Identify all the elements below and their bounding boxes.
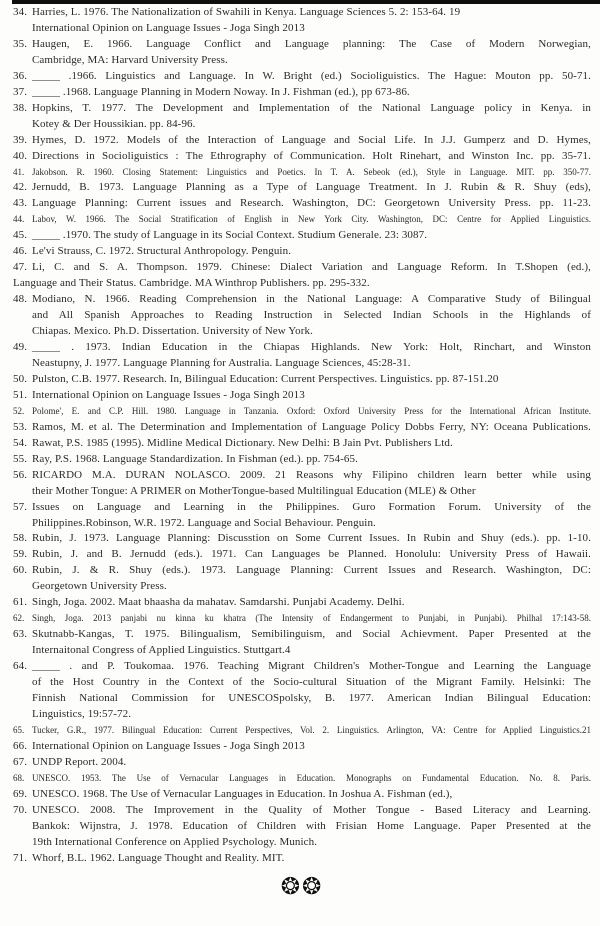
reference-text: Harries, L. 1976. The Nationalization of Swahili in Kenya. Language Sciences 5. 2: 153-64. 19 [32, 6, 461, 18]
reference-number: 68. [13, 772, 25, 783]
reference-number: 62. [13, 613, 25, 624]
reference-number: 71. [13, 851, 28, 864]
reference-number: 64. [13, 660, 28, 673]
reference-line [13, 739, 591, 755]
reference-text: Georgetown University Press. [32, 580, 167, 593]
reference-text: Tucker, G.R., 1977. Bilingual Education: Current Perspectives, Vol. 2. Linguistics. Arlington, VA: Centre for Applied Linguistics.21 [32, 724, 591, 735]
reference-text: Cambridge, MA: Harvard University Press. [32, 53, 228, 66]
reference-line [13, 37, 591, 53]
reference-text: UNESCO. 1968. The Use of Vernacular Languages in Education. In Joshua A. Fishman (ed.), [32, 787, 453, 800]
reference-line [13, 516, 591, 532]
reference-line [13, 228, 591, 244]
reference-number: 46. [13, 245, 28, 258]
reference-line [13, 547, 591, 563]
reference-text: Pulston, C.B. 1977. Research. In, Bilingual Education: Current Perspectives. Linguistics. pp. 87-151.20 [32, 372, 499, 385]
reference-line [13, 484, 591, 500]
reference-line [13, 276, 591, 292]
reference-line [13, 755, 591, 771]
reference-number: 45. [13, 229, 28, 242]
reference-text: _____ . and P. Toukomaa. 1976. Teaching Migrant Children's Mother-Tongue and Learning the Language [32, 660, 591, 673]
reference-line [13, 452, 591, 468]
reference-line [13, 356, 591, 372]
reference-line [13, 340, 591, 356]
reference-text: UNESCO. 1953. The Use of Vernacular Languages in Education. Monographs on Fundamental Education. No. 8. Paris. [32, 772, 591, 783]
reference-text: and All Spanish Approaches to Reading Instruction in Selected Indian Schools in the Highlands of [32, 309, 591, 322]
reference-text: RICARDO M.A. DURAN NOLASCO. 2009. 21 Reasons why Filipino children learn better while using [32, 468, 591, 481]
reference-text: Rubin, J. 1973. Language Planning: Discusstion on Some Current Issues. In Rubin and Shuy (eds.). pp. 1-10. [32, 532, 591, 545]
reference-line [13, 21, 591, 37]
reference-line [13, 133, 591, 149]
reference-text: Directions in Socioliguistics : The Ethrography of Communication. Holt Rinehart, and Winston Inc. pp. 35-71. [32, 149, 591, 162]
reference-text: Labov, W. 1966. The Social Stratification of English in New York City. Washington, DC: Centre for Applied Linguistics. [32, 214, 591, 225]
reference-text: Issues on Language and Learning in the Philippines. Guro Formation Forum. University of the [32, 500, 591, 513]
reference-number: 57. [13, 500, 28, 513]
reference-number: 55. [13, 452, 28, 465]
reference-line [13, 707, 591, 723]
reference-text: 19th International Conference on Applied Psychology. Munich. [32, 835, 318, 848]
reference-text: _____ .1968. Language Planning in Modern Noway. In J. Fishman (ed.), pp 673-86. [32, 85, 410, 98]
reference-text: Rawat, P.S. 1985 (1995). Midline Medical Dictionary. New Delhi: B Jain Pvt. Publishers Ltd. [32, 436, 453, 449]
reference-text: _____ .1966. Linguistics and Language. In W. Bright (ed.) Socioliguistics. The Hague: Mouton pp. 50-71. [32, 69, 591, 82]
reference-text: Language and Their Status. Cambridge. MA Winthrop Publishers. pp. 295-332. [13, 277, 370, 290]
reference-number: 47. [13, 261, 28, 274]
reference-number: 38. [13, 101, 28, 114]
reference-text: Language Planning: Current issues and Research. Washington, DC: Georgetown University Press. pp. 11-23. [32, 197, 591, 210]
reference-text: _____ .1970. The study of Language in its Social Context. Studium Generale. 23: 3087. [32, 229, 428, 242]
reference-text: Le'vi Strauss, C. 1972. Structural Anthropology. Penguin. [32, 245, 292, 258]
reference-text: Chiapas. Mexico. Ph.D. Dissertation. University of New York. [32, 325, 313, 338]
reference-text: Whorf, B.L. 1962. Language Thought and Reality. MIT. [32, 851, 285, 864]
reference-text: Ramos, M. et al. The Determination and Implementation of Language Policy Dobbs Ferry, NY: Oceana Publications. [32, 420, 591, 433]
reference-line [13, 563, 591, 579]
reference-line [13, 611, 591, 627]
reference-line [13, 803, 591, 819]
reference-text: Finnish National Commission for UNESCOSpolsky, B. 1977. American Indian Bilingual Education: [32, 691, 591, 704]
reference-line [13, 180, 591, 196]
reference-text: UNESCO. 2008. The Improvement in the Quality of Mother Tongue - Based Literacy and Learning. [32, 803, 591, 816]
reference-line [13, 69, 591, 85]
reference-line [13, 244, 591, 260]
reference-text: of the Host Country in the Context of the Socio-cultural Situation of the Migrant Family. Helsinki: The [32, 676, 591, 689]
reference-number: 43. [13, 197, 28, 210]
reference-text: UNDP Report. 2004. [32, 755, 127, 768]
references-list [13, 5, 591, 866]
reference-line [13, 835, 591, 851]
reference-line [13, 308, 591, 324]
reference-text: Linguistics, 19:57-72. [32, 707, 132, 720]
reference-text: Haugen, E. 1966. Language Conflict and Language planning: The Case of Modern Norwegian, [32, 37, 591, 50]
reference-text: Kotey & Der Houssikian. pp. 84-96. [32, 117, 196, 130]
reference-line [13, 595, 591, 611]
reference-line [13, 260, 591, 276]
reference-text: Rubin, J. & R. Shuy (eds.). 1973. Language Planning: Current Issues and Research. Washington, DC: [32, 564, 591, 577]
reference-line [13, 196, 591, 212]
reference-text: Hymes, D. 1972. Models of the Interaction of Language and Social Life. In J.J. Gumperz and D. Hymes, [32, 133, 591, 146]
reference-line [13, 579, 591, 595]
reference-line [13, 436, 591, 452]
reference-number: 51. [13, 388, 28, 401]
reference-text: International Opinion on Language Issues - Joga Singh 2013 [32, 739, 305, 752]
reference-text: _____ . 1973. Indian Education in the Chiapas Highlands. New York: Holt, Rinchart, and Winston [32, 341, 591, 354]
reference-line [13, 851, 591, 867]
reference-line [13, 787, 591, 803]
reference-text: Neastupny, J. 1977. Language Planning for Australia. Language Sciences, 45:28-31. [32, 356, 411, 369]
reference-line [13, 531, 591, 547]
reference-line [13, 468, 591, 484]
reference-number: 58. [13, 532, 28, 545]
reference-number: 42. [13, 181, 28, 194]
reference-line [13, 675, 591, 691]
reference-text: Ray, P.S. 1968. Language Standardization. In Fishman (ed.). pp. 754-65. [32, 452, 358, 465]
reference-text: Skutnabb-Kangas, T. 1975. Bilingualism, Semibilinguism, and Social Achievment. Paper Presented at the [32, 628, 591, 641]
reference-text: Bankok: Wijnstra, J. 1978. Education of Children with Frisian Home Language. Paper Presented at the [32, 819, 591, 832]
reference-text: Internaitonal Congress of Applied Linguistics. Stuttgart.4 [32, 644, 291, 657]
reference-number: 59. [13, 548, 28, 561]
reference-line [13, 500, 591, 516]
reference-number: 53. [13, 420, 28, 433]
reference-number: 67. [13, 755, 28, 768]
reference-number: 36. [13, 69, 28, 82]
reference-line [13, 117, 591, 133]
bibliography-page [13, 5, 591, 899]
reference-text: Modiano, N. 1966. Reading Comprehension in the National Language: A Comparative Study of Bilingual [32, 293, 591, 306]
reference-number: 69. [13, 787, 28, 800]
reference-number: 39. [13, 133, 28, 146]
reference-text: International Opinion on Language Issues - Joga Singh 2013 [32, 388, 305, 401]
reference-line [13, 659, 591, 675]
reference-text: Singh, Joga. 2002. Maat bhaasha da mahatav. Samdarshi. Punjabi Academy. Delhi. [32, 596, 405, 609]
reference-number: 56. [13, 468, 28, 481]
reference-line [13, 388, 591, 404]
reference-line [13, 420, 591, 436]
reference-line [13, 372, 591, 388]
reference-number: 44. [13, 214, 25, 225]
reference-number: 49. [13, 341, 28, 354]
reference-line [13, 691, 591, 707]
reference-number: 41. [13, 166, 25, 177]
reference-number: 50. [13, 372, 28, 385]
reference-line [13, 771, 591, 787]
reference-text: their Mother Tongue: A PRIMER on MotherTongue-based Multilingual Education (MLE) & Other [32, 484, 476, 497]
reference-text: Polome', E. and C.P. Hill. 1980. Language in Tanzania. Oxford: Oxford University Press for the International African Institute. [32, 405, 591, 416]
reference-line [13, 101, 591, 117]
reference-number: 60. [13, 564, 28, 577]
reference-line [13, 324, 591, 340]
reference-number: 54. [13, 436, 28, 449]
reference-text: Hopkins, T. 1977. The Development and Implementation of the National Language policy in Kenya. in [32, 101, 591, 114]
reference-line [13, 292, 591, 308]
reference-text: International Opinion on Language Issues - Joga Singh 2013 [32, 21, 305, 34]
scan-edge-bar [12, 0, 600, 4]
reference-line [13, 643, 591, 659]
reference-line [13, 165, 591, 181]
reference-line [13, 85, 591, 101]
reference-line [13, 627, 591, 643]
reference-line [13, 819, 591, 835]
reference-number: 65. [13, 724, 25, 735]
reference-text: Jakobson. R. 1960. Closing Statement: Linguistics and Poetics. In T. A. Sebeok (ed.), Style in Language. MIT. pp. 350-77. [32, 166, 591, 177]
reference-number: 66. [13, 739, 28, 752]
reference-number: 63. [13, 628, 28, 641]
reference-text: Singh, Joga. 2013 panjabi nu kinna ku khatra (The Intensity of Endangerment to Punjabi, in Punjabi). Philhal 17:143-58. [32, 613, 591, 624]
reference-line [13, 404, 591, 420]
reference-text: Rubin, J. and B. Jernudd (eds.). 1971. Can Languages be Planned. Honolulu: University Press of Hawaii. [32, 548, 591, 561]
reference-number: 61. [13, 596, 28, 609]
reference-number: 48. [13, 293, 28, 306]
reference-line [13, 149, 591, 165]
reference-number: 52. [13, 405, 25, 416]
reference-text: Jernudd, B. 1973. Language Planning as a Type of Language Treatment. In J. Rubin & R. Shuy (eds), [32, 181, 591, 194]
reference-number: 37. [13, 85, 28, 98]
reference-number: 40. [13, 149, 28, 162]
reference-line [13, 723, 591, 739]
reference-line [13, 5, 591, 21]
reference-line [13, 212, 591, 228]
reference-line [13, 53, 591, 69]
reference-number: 35. [13, 37, 28, 50]
page-divider-ornament: ❂❂ [280, 874, 324, 901]
reference-number: 70. [13, 803, 28, 816]
reference-text: Philippines.Robinson, W.R. 1972. Language and Social Behaviour. Penguin. [32, 516, 376, 529]
reference-text: Li, C. and S. A. Thompson. 1979. Chinese: Dialect Variation and Language Reform. In T.Shopen (ed.), [32, 261, 591, 274]
reference-number: 34. [13, 6, 28, 18]
